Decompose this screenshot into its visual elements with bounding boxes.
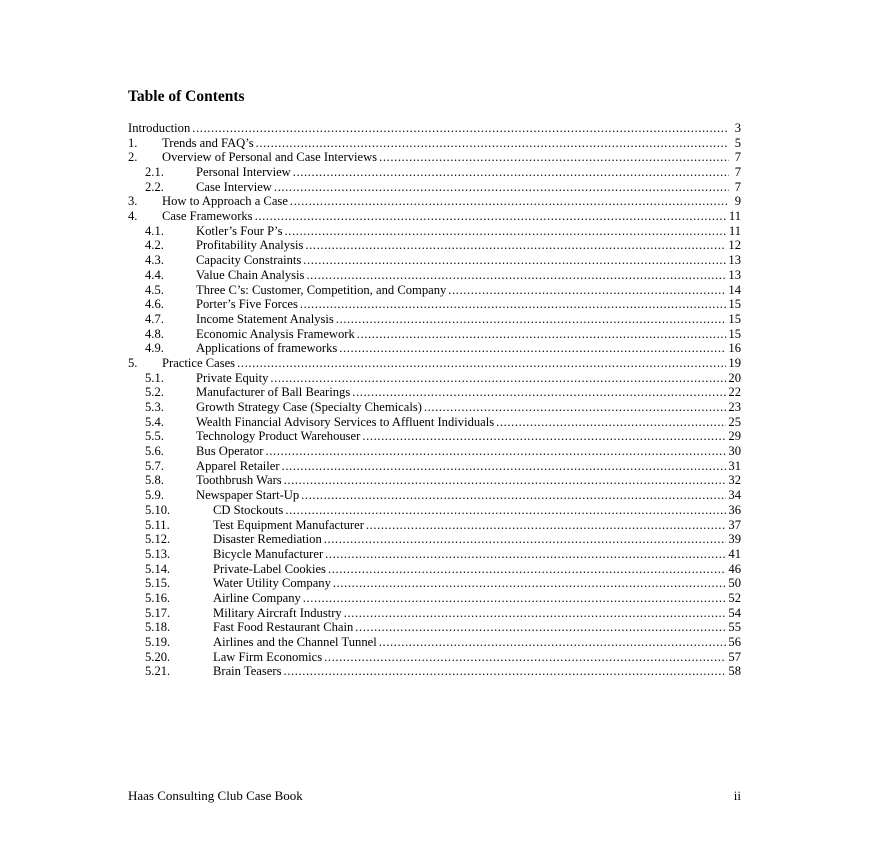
toc-entry[interactable] [128,209,741,224]
toc-entry-number: 3. [128,194,138,209]
toc-entry-page: 7 [734,179,741,194]
toc-entry-page: 15 [728,297,741,312]
toc-entry-label: Apparel Retailer [196,458,280,473]
dot-leader [355,620,726,635]
toc-entry-page: 22 [728,385,741,400]
page-footer [128,788,741,804]
toc-entry-label: Case Interview [196,179,272,194]
toc-entry[interactable] [128,429,741,444]
toc-entry[interactable] [128,518,741,533]
dot-leader [290,194,729,209]
dot-leader [336,312,727,327]
toc-entry-label: Introduction [128,120,191,135]
toc-entry-label: Applications of frameworks [196,341,338,356]
toc-entry-label: Porter’s Five Forces [196,297,298,312]
toc-entry[interactable] [128,620,741,635]
toc-entry-page: 23 [728,400,741,415]
toc-entry-label: Bus Operator [196,444,264,459]
toc-entry-number: 5.12. [145,532,171,547]
toc-entry-number: 5.16. [145,590,171,605]
toc-entry-number: 2.2. [145,179,164,194]
toc-entry-number: 1. [128,135,138,150]
toc-entry[interactable] [128,400,741,415]
dot-leader [379,635,727,650]
toc-entry[interactable] [128,503,741,518]
dot-leader [274,180,729,195]
toc-entry[interactable] [128,444,741,459]
toc-entry-label: Airline Company [213,590,301,605]
toc-entry-page: 41 [728,546,741,561]
dot-leader [192,121,729,136]
footer-page-number: ii [733,788,741,803]
toc-entry[interactable] [128,371,741,386]
footer-book-title: Haas Consulting Club Case Book [128,788,303,803]
toc-entry-number: 5. [128,355,138,370]
toc-entry-page: 50 [728,576,741,591]
dot-leader [339,341,726,356]
toc-entry[interactable] [128,459,741,474]
toc-entry-number: 5.2. [145,385,164,400]
toc-entry-label: Practice Cases [162,355,236,370]
dot-leader [306,268,726,283]
toc-entry-label: Growth Strategy Case (Specialty Chemicals) [196,400,422,415]
toc-entry-page: 54 [728,605,741,620]
toc-entry[interactable] [128,576,741,591]
toc-entry[interactable] [128,488,741,503]
toc-entry-label: Case Frameworks [162,209,253,224]
toc-entry[interactable] [128,297,741,312]
toc-entry-number: 5.13. [145,546,171,561]
toc-entry-label: Private-Label Cookies [213,561,326,576]
toc-entry[interactable] [128,194,741,209]
toc-entry-label: Income Statement Analysis [196,311,334,326]
toc-entry-number: 5.19. [145,635,171,650]
toc-entry[interactable] [128,268,741,283]
toc-entry-number: 5.21. [145,664,171,679]
toc-entry-number: 4. [128,209,138,224]
toc-entry-page: 15 [728,326,741,341]
toc-entry-page: 7 [734,165,741,180]
dot-leader [379,150,729,165]
dot-leader [362,429,726,444]
toc-entry-label: How to Approach a Case [162,194,288,209]
dot-leader [293,165,729,180]
toc-entry-page: 46 [728,561,741,576]
toc-entry-label: Bicycle Manufacturer [213,546,324,561]
dot-leader [266,444,727,459]
toc-entry-label: Three C’s: Customer, Competition, and Company [196,282,447,297]
toc-entry-page: 12 [728,238,741,253]
toc-entry-page: 36 [728,502,741,517]
dot-leader [303,253,726,268]
toc-entry-label: Overview of Personal and Case Interviews [162,150,378,165]
toc-entry-page: 25 [728,414,741,429]
dot-leader [300,297,727,312]
dot-leader [352,385,726,400]
toc-entry-label: Trends and FAQ’s [162,135,254,150]
toc-entry-page: 7 [734,150,741,165]
toc-entry-page: 30 [728,444,741,459]
toc-entry[interactable] [128,165,741,180]
toc-entry-page: 34 [728,488,741,503]
toc-entry-label: Private Equity [196,370,269,385]
toc-entry-label: Water Utility Company [213,576,331,591]
dot-leader [324,650,726,665]
toc-entry-number: 4.5. [145,282,164,297]
toc-entry-number: 4.4. [145,267,164,282]
toc-entry-page: 13 [728,253,741,268]
dot-leader [305,239,726,254]
toc-entry[interactable] [128,591,741,606]
toc-entry-number: 5.17. [145,605,171,620]
toc-entry-number: 5.7. [145,458,164,473]
toc-entry-label: Fast Food Restaurant Chain [213,620,354,635]
dot-leader [424,400,726,415]
dot-leader [285,224,727,239]
toc-entry[interactable] [128,356,741,371]
toc-entry[interactable] [128,253,741,268]
toc-entry-page: 9 [734,194,741,209]
dot-leader [283,664,726,679]
toc-entry-label: CD Stockouts [213,502,284,517]
toc-entry-page: 52 [728,590,741,605]
toc-entry-label: Airlines and the Channel Tunnel [213,635,377,650]
dot-leader [301,488,726,503]
dot-leader [324,532,727,547]
toc-entry-number: 5.8. [145,473,164,488]
page-title: Table of Contents [128,88,245,105]
toc-entry-page: 11 [728,223,741,238]
toc-entry[interactable] [128,606,741,621]
toc-entry[interactable] [128,635,741,650]
dot-leader [328,562,726,577]
toc-entry-number: 5.20. [145,649,171,664]
dot-leader [325,547,726,562]
toc-entry-page: 55 [728,620,741,635]
dot-leader [237,356,726,371]
toc-entry-page: 13 [728,267,741,282]
toc-entry-number: 4.2. [145,238,164,253]
dot-leader [448,283,726,298]
toc-entry[interactable] [128,224,741,239]
dot-leader [366,518,727,533]
toc-entry-page: 58 [728,664,741,679]
toc-entry-label: Kotler’s Four P’s [196,223,283,238]
toc-entry-number: 5.10. [145,502,171,517]
toc-entry-label: Military Aircraft Industry [213,605,342,620]
toc-entry-page: 56 [728,635,741,650]
toc-entry-page: 19 [728,355,741,370]
toc-entry-number: 5.6. [145,444,164,459]
toc-entry-number: 5.1. [145,370,164,385]
toc-entry-number: 4.3. [145,253,164,268]
toc-entry-label: Test Equipment Manufacturer [213,517,364,532]
dot-leader [496,415,726,430]
toc-entry[interactable] [128,650,741,665]
toc-entry-number: 5.3. [145,400,164,415]
dot-leader [303,591,727,606]
toc-entry-number: 2. [128,150,138,165]
dot-leader [357,327,727,342]
toc-entry-page: 20 [728,370,741,385]
toc-entry-label: Personal Interview [196,165,291,180]
toc-entry-label: Newspaper Start-Up [196,488,300,503]
toc-entry-number: 5.15. [145,576,171,591]
toc-entry-label: Wealth Financial Advisory Services to Affluent Individuals [196,414,495,429]
toc-entry-number: 4.6. [145,297,164,312]
toc-entry[interactable] [128,547,741,562]
toc-entry-page: 37 [728,517,741,532]
toc-entry[interactable] [128,312,741,327]
toc-entry[interactable] [128,121,741,136]
toc-entry-number: 5.5. [145,429,164,444]
toc-entry-number: 5.9. [145,488,164,503]
toc-entry-label: Capacity Constraints [196,253,302,268]
dot-leader [270,371,726,386]
toc-entry-page: 3 [734,120,741,135]
toc-entry[interactable] [128,562,741,577]
toc-entry-number: 5.4. [145,414,164,429]
dot-leader [284,474,727,489]
dot-leader [256,136,729,151]
toc-entry-number: 4.8. [145,326,164,341]
toc-entry-label: Toothbrush Wars [196,473,282,488]
toc-entry[interactable] [128,415,741,430]
toc-entry[interactable] [128,664,741,679]
toc-entry-page: 57 [728,649,741,664]
toc-entry-label: Technology Product Warehouser [196,429,361,444]
toc-entry-label: Economic Analysis Framework [196,326,355,341]
toc-entry-page: 32 [728,473,741,488]
toc-entry-number: 2.1. [145,165,164,180]
dot-leader [344,606,727,621]
toc-entry[interactable] [128,136,741,151]
toc-entry-number: 5.11. [145,517,170,532]
toc-entry-page: 31 [728,458,741,473]
toc-entry-label: Brain Teasers [213,664,282,679]
toc-entry-label: Manufacturer of Ball Bearings [196,385,351,400]
dot-leader [285,503,726,518]
toc-entry-page: 39 [728,532,741,547]
toc-entry-number: 4.9. [145,341,164,356]
toc-entry[interactable] [128,150,741,165]
dot-leader [255,209,727,224]
toc-entry-number: 4.1. [145,223,164,238]
toc-entry-number: 4.7. [145,311,164,326]
toc-entry[interactable] [128,327,741,342]
toc-entry-page: 29 [728,429,741,444]
toc-entry-page: 5 [734,135,741,150]
toc-entry[interactable] [128,474,741,489]
toc-entry[interactable] [128,283,741,298]
toc-entry[interactable] [128,385,741,400]
toc-entry-label: Law Firm Economics [213,649,323,664]
toc-entry-label: Disaster Remediation [213,532,322,547]
toc-entry-label: Profitability Analysis [196,238,304,253]
table-of-contents [128,121,741,679]
toc-entry[interactable] [128,180,741,195]
dot-leader [282,459,727,474]
toc-entry[interactable] [128,532,741,547]
toc-entry-page: 16 [728,341,741,356]
toc-entry-label: Value Chain Analysis [196,267,305,282]
dot-leader [333,576,727,591]
toc-entry-page: 14 [728,282,741,297]
toc-entry[interactable] [128,239,741,254]
toc-entry-number: 5.14. [145,561,171,576]
toc-entry-page: 11 [728,209,741,224]
toc-entry-number: 5.18. [145,620,171,635]
toc-entry[interactable] [128,341,741,356]
toc-entry-page: 15 [728,311,741,326]
